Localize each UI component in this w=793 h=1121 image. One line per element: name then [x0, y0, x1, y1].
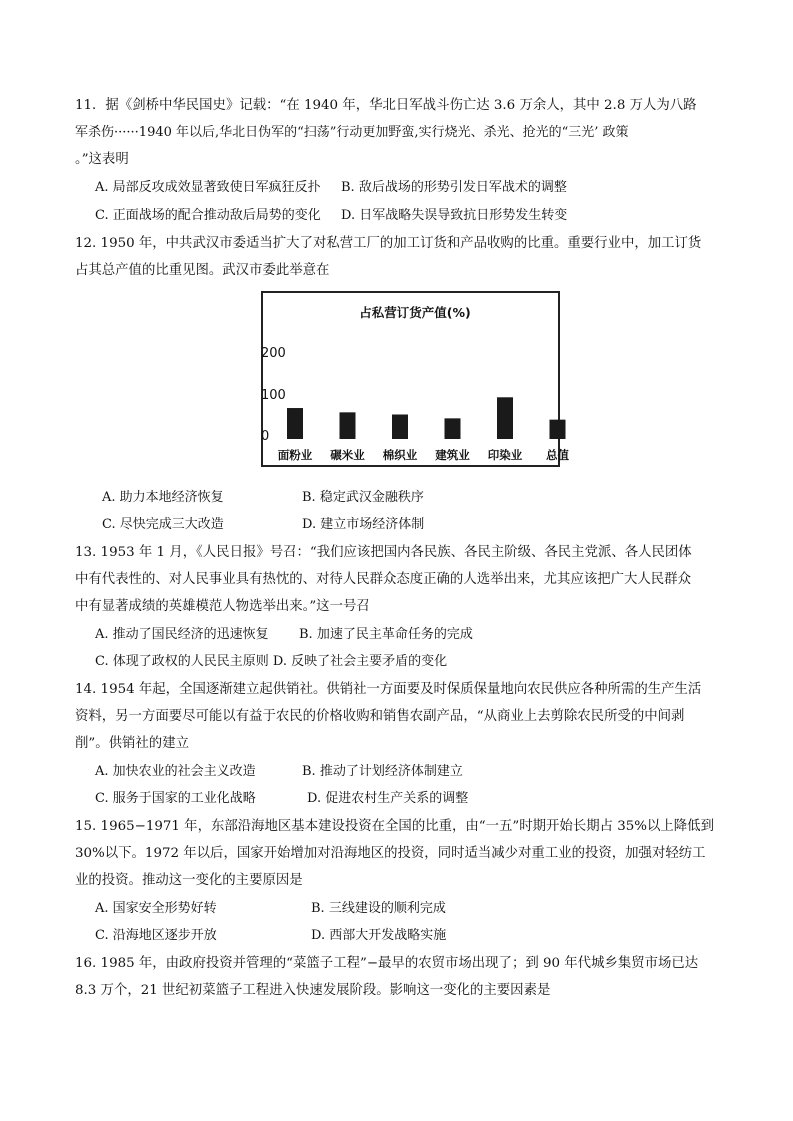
q15-stem-line-1: 15. 1965−1971 年，东部沿海地区基本建设投资在全国的比重，由“一五”时期开始长期占 35%以上降低到 [75, 819, 714, 834]
q11-option-b[interactable]: B. 敌后战场的形势引发日军战术的调整 [341, 180, 567, 195]
y-tick-200: 200 [261, 346, 286, 361]
q13-stem-line-1: 13. 1953 年 1 月，《人民日报》号召：“我们应该把国内各民族、各民主阶级、各民主党派、各人民团体 [75, 545, 692, 560]
q13-option-c-d[interactable]: C. 体现了政权的人民民主原则 D. 反映了社会主要矛盾的变化 [95, 654, 448, 669]
x-label-5: 印染业 [487, 448, 523, 462]
q13-stem-line-3: 中有显著成绩的英雄模范人物选举出来。”这一号召 [75, 599, 370, 614]
q11-option-d[interactable]: D. 日军战略失误导致抗日形势发生转变 [341, 208, 568, 223]
q12-stem-line-1: 12. 1950 年，中共武汉市委适当扩大了对私营工厂的加工订货和产品收购的比重。重要行业中，加工订货 [75, 236, 702, 251]
q12-option-a[interactable]: A. 助力本地经济恢复 [102, 490, 224, 505]
q15-option-d[interactable]: D. 西部大开发战略实施 [311, 928, 447, 943]
bar-1 [287, 408, 303, 439]
q13-option-b[interactable]: B. 加速了民主革命任务的完成 [299, 627, 473, 642]
bar-6 [550, 420, 566, 439]
q12-option-b[interactable]: B. 稳定武汉金融秩序 [302, 490, 424, 505]
q14-option-d[interactable]: D. 促进农村生产关系的调整 [307, 791, 469, 806]
bar-3 [392, 414, 408, 439]
q15-option-a[interactable]: A. 国家安全形势好转 [95, 901, 217, 916]
q15-stem-line-2: 30%以下。1972 年以后，国家开始增加对沿海地区的投资，同时适当减少对重工业的投资，加强对轻纺工 [75, 846, 706, 861]
x-label-6: 总值 [546, 448, 569, 462]
q11-option-c[interactable]: C. 正面战场的配合推动敌后局势的变化 [95, 208, 321, 223]
q14-stem-line-1: 14. 1954 年起，全国逐渐建立起供销社。供销社一方面要及时保质保量地向农民供应各种所需的生产生活 [75, 682, 702, 697]
x-label-2: 碾米业 [330, 448, 365, 462]
y-tick-0: 0 [261, 429, 270, 444]
bar-2 [340, 412, 356, 439]
q14-stem-line-2: 资料，另一方面要尽可能以有益于农民的价格收购和销售农副产品，“从商业上去剪除农民所受的中间剥 [75, 709, 685, 724]
q11-stem-line-1: 11．据《剑桥中华民国史》记载：“在 1940 年，华北日军战斗伤亡达 3.6 万余人，其中 2.8 万人为八路 [75, 98, 697, 113]
q14-option-a[interactable]: A. 加快农业的社会主义改造 [95, 764, 256, 779]
q13-option-a[interactable]: A. 推动了国民经济的迅速恢复 [95, 627, 269, 642]
q15-stem-line-3: 业的投资。推动这一变化的主要原因是 [75, 873, 303, 888]
q14-option-c[interactable]: C. 服务于国家的工业化战略 [95, 791, 256, 806]
q14-option-b[interactable]: B. 推动了计划经济体制建立 [302, 764, 463, 779]
x-label-3: 棉织业 [382, 448, 418, 462]
q14-stem-line-3: 削”。供销社的建立 [75, 736, 189, 751]
q12-option-d[interactable]: D. 建立市场经济体制 [302, 517, 425, 532]
bar-chart [261, 291, 569, 467]
q11-option-a[interactable]: A. 局部反攻成效显著致使日军疯狂反扑 [95, 180, 321, 195]
q11-stem-line-3: 。”这表明 [75, 152, 129, 167]
x-label-1: 面粉业 [277, 448, 313, 462]
y-tick-100: 100 [261, 388, 286, 403]
chart-svg [261, 293, 569, 465]
q16-stem-line-2: 8.3 万个，21 世纪初菜篮子工程进入快速发展阶段。影响这一变化的主要因素是 [75, 983, 551, 998]
chart-title: 占私营订货产值(%) [359, 305, 471, 320]
q15-option-c[interactable]: C. 沿海地区逐步开放 [95, 928, 217, 943]
q15-option-b[interactable]: B. 三线建设的顺利完成 [311, 901, 446, 916]
q12-stem-line-2: 占其总产值的比重见图。武汉市委此举意在 [75, 263, 330, 278]
q12-option-c[interactable]: C. 尽快完成三大改造 [102, 517, 224, 532]
q11-stem-line-2: 军杀伤······1940 年以后,华北日伪军的“扫荡”行动更加野蛮,实行烧光、杀光、抢光的“三光’ 政策 [75, 125, 629, 140]
q13-stem-line-2: 中有代表性的、对人民事业具有热忱的、对待人民群众态度正确的人选举出来，尤其应该把广大人民群众 [75, 572, 691, 587]
bar-4 [445, 418, 461, 439]
x-label-4: 建筑业 [435, 448, 470, 462]
bar-5 [497, 397, 513, 439]
q16-stem-line-1: 16. 1985 年，由政府投资并管理的“菜篮子工程”−最早的农贸市场出现了；到 90 年代城乡集贸市场已达 [75, 956, 699, 971]
